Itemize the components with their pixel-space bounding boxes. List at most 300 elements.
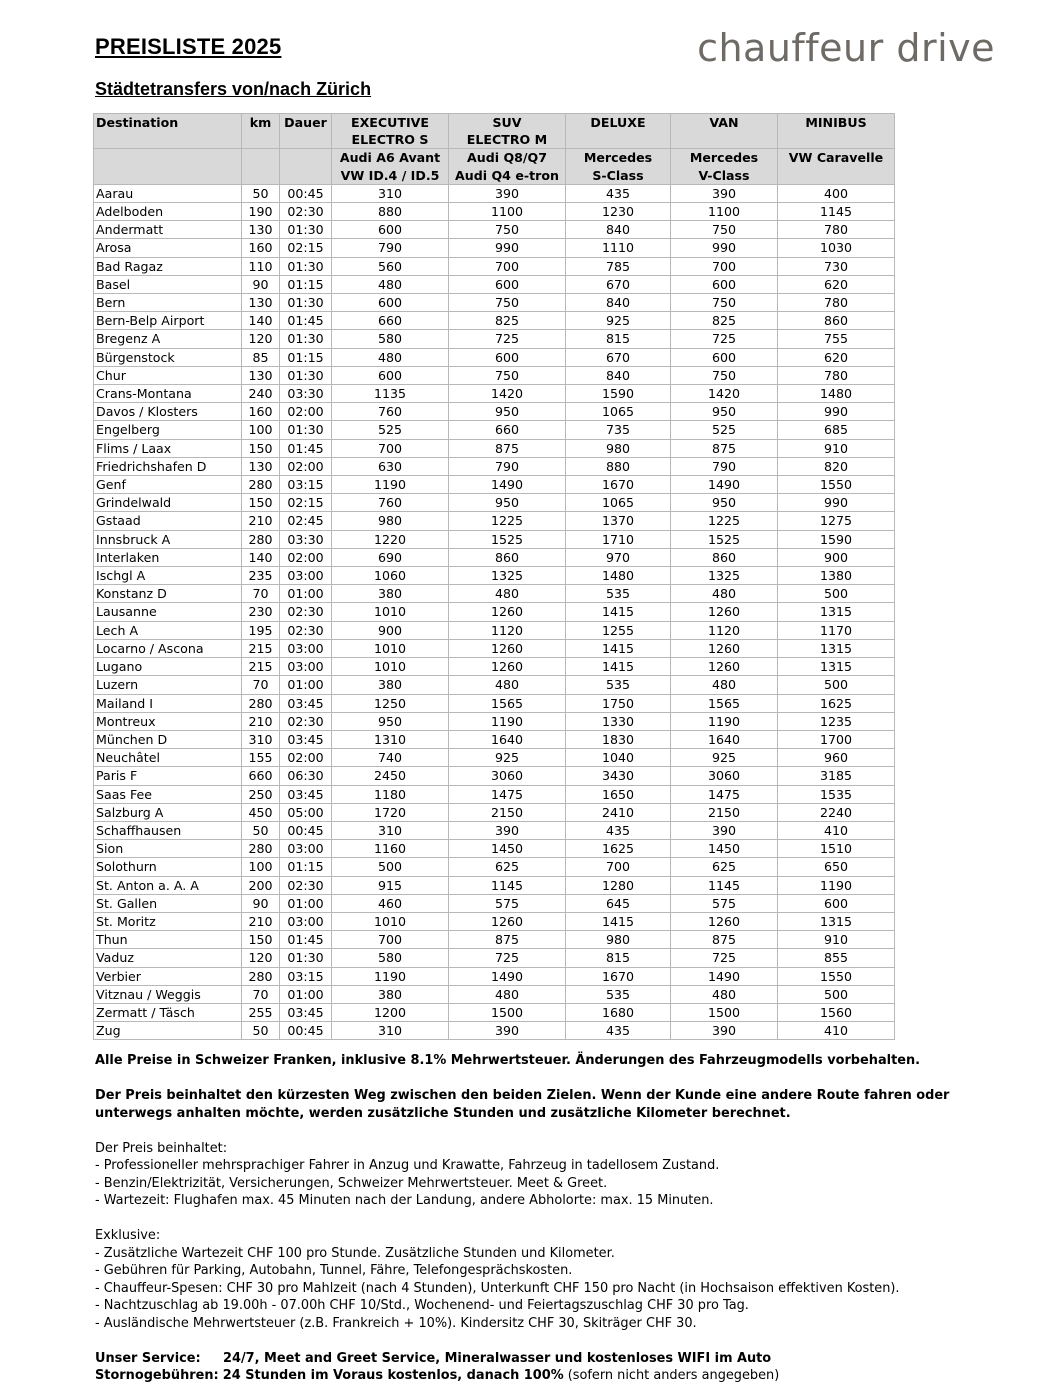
vehicle-executive-line1: Audi A6 Avant xyxy=(339,150,441,166)
excluded-item: - Ausländische Mehrwertsteuer (z.B. Frankreich + 10%). Kindersitz CHF 30, Skiträger CHF 30. xyxy=(95,1315,697,1331)
cell-duration: 03:30 xyxy=(280,530,332,548)
cell-km: 130 xyxy=(242,294,280,312)
cell-van-price: 1450 xyxy=(671,840,778,858)
vehicle-deluxe-line1: Mercedes xyxy=(583,150,653,166)
table-row xyxy=(94,639,895,657)
cell-minibus-price: 3185 xyxy=(778,767,895,785)
cell-destination: Chur xyxy=(94,366,242,384)
cell-van-price: 3060 xyxy=(671,767,778,785)
cell-destination: Luzern xyxy=(94,676,242,694)
cell-van-price: 750 xyxy=(671,221,778,239)
cell-minibus-price: 650 xyxy=(778,858,895,876)
cell-deluxe-price: 1710 xyxy=(566,530,671,548)
table-row xyxy=(94,803,895,821)
cell-suv-price: 480 xyxy=(449,676,566,694)
cell-van-price: 1260 xyxy=(671,912,778,930)
cell-suv-price: 990 xyxy=(449,239,566,257)
cell-duration: 03:15 xyxy=(280,967,332,985)
cell-suv-price: 1420 xyxy=(449,385,566,403)
cell-duration: 02:45 xyxy=(280,512,332,530)
header-suv-line1: SUV xyxy=(492,115,522,130)
cell-duration: 02:15 xyxy=(280,239,332,257)
cell-executive-price: 1220 xyxy=(332,530,449,548)
cell-km: 240 xyxy=(242,385,280,403)
vehicle-minibus: VW Caravelle xyxy=(778,149,895,184)
cell-executive-price: 460 xyxy=(332,894,449,912)
table-row xyxy=(94,457,895,475)
vehicle-deluxe-line2: S-Class xyxy=(592,167,644,183)
cell-minibus-price: 1315 xyxy=(778,912,895,930)
cell-suv-price: 1260 xyxy=(449,912,566,930)
route-note-line2: unterwegs anhalten möchte, werden zusätzliche Stunden und zusätzliche Kilometer berechnet. xyxy=(95,1105,791,1121)
table-row xyxy=(94,275,895,293)
cell-deluxe-price: 1415 xyxy=(566,639,671,657)
cell-km: 160 xyxy=(242,403,280,421)
cell-deluxe-price: 980 xyxy=(566,439,671,457)
cell-van-price: 790 xyxy=(671,457,778,475)
header-blank xyxy=(280,149,332,184)
cell-van-price: 860 xyxy=(671,548,778,566)
cell-destination: München D xyxy=(94,730,242,748)
cell-suv-price: 660 xyxy=(449,421,566,439)
table-row xyxy=(94,421,895,439)
cell-suv-price: 1490 xyxy=(449,476,566,494)
cell-duration: 00:45 xyxy=(280,821,332,839)
page-title: PREISLISTE 2025 xyxy=(95,34,282,59)
cell-minibus-price: 1190 xyxy=(778,876,895,894)
excluded-title: Exklusive: xyxy=(95,1228,161,1243)
cell-destination: Genf xyxy=(94,476,242,494)
cell-deluxe-price: 645 xyxy=(566,894,671,912)
cell-van-price: 1100 xyxy=(671,203,778,221)
cell-duration: 01:00 xyxy=(280,676,332,694)
cell-minibus-price: 990 xyxy=(778,403,895,421)
cell-van-price: 1260 xyxy=(671,603,778,621)
cell-duration: 03:00 xyxy=(280,658,332,676)
cell-destination: Schaffhausen xyxy=(94,821,242,839)
cell-suv-price: 750 xyxy=(449,366,566,384)
cancel-line xyxy=(95,1367,995,1385)
cell-deluxe-price: 2410 xyxy=(566,803,671,821)
cell-suv-price: 725 xyxy=(449,330,566,348)
vehicle-van xyxy=(671,149,778,184)
vehicle-executive-line2: VW ID.4 / ID.5 xyxy=(340,167,440,183)
cell-suv-price: 1260 xyxy=(449,603,566,621)
cell-deluxe-price: 1370 xyxy=(566,512,671,530)
cell-suv-price: 750 xyxy=(449,221,566,239)
header-suv-line2: ELECTRO M xyxy=(466,132,548,148)
cell-executive-price: 480 xyxy=(332,348,449,366)
cell-duration: 01:30 xyxy=(280,294,332,312)
cell-destination: Vitznau / Weggis xyxy=(94,985,242,1003)
header-executive-line1: EXECUTIVE xyxy=(350,115,429,130)
cell-km: 150 xyxy=(242,494,280,512)
cell-duration: 03:15 xyxy=(280,476,332,494)
cell-duration: 03:00 xyxy=(280,912,332,930)
cell-destination: Neuchâtel xyxy=(94,749,242,767)
cell-executive-price: 500 xyxy=(332,858,449,876)
table-row xyxy=(94,294,895,312)
cell-suv-price: 1500 xyxy=(449,1003,566,1021)
table-row xyxy=(94,476,895,494)
cell-deluxe-price: 535 xyxy=(566,676,671,694)
vehicle-van-line1: Mercedes xyxy=(689,150,759,166)
table-row xyxy=(94,366,895,384)
cell-destination: St. Gallen xyxy=(94,894,242,912)
cell-deluxe-price: 1650 xyxy=(566,785,671,803)
cell-executive-price: 700 xyxy=(332,439,449,457)
cell-km: 250 xyxy=(242,785,280,803)
cell-deluxe-price: 840 xyxy=(566,366,671,384)
cell-deluxe-price: 1415 xyxy=(566,658,671,676)
cell-destination: Friedrichshafen D xyxy=(94,457,242,475)
cell-minibus-price: 1315 xyxy=(778,603,895,621)
cell-km: 310 xyxy=(242,730,280,748)
cell-deluxe-price: 435 xyxy=(566,184,671,202)
cell-suv-price: 725 xyxy=(449,949,566,967)
cell-km: 120 xyxy=(242,330,280,348)
cell-duration: 01:15 xyxy=(280,858,332,876)
cell-destination: Lausanne xyxy=(94,603,242,621)
cell-destination: Zermatt / Täsch xyxy=(94,1003,242,1021)
table-row xyxy=(94,184,895,202)
cell-executive-price: 950 xyxy=(332,712,449,730)
cell-duration: 02:30 xyxy=(280,621,332,639)
cell-destination: Solothurn xyxy=(94,858,242,876)
table-row xyxy=(94,694,895,712)
price-table xyxy=(93,113,895,1040)
table-row xyxy=(94,348,895,366)
cell-suv-price: 1120 xyxy=(449,621,566,639)
cell-deluxe-price: 1625 xyxy=(566,840,671,858)
cell-destination: Bregenz A xyxy=(94,330,242,348)
cell-suv-price: 625 xyxy=(449,858,566,876)
cell-van-price: 1225 xyxy=(671,512,778,530)
cell-deluxe-price: 1830 xyxy=(566,730,671,748)
cell-km: 190 xyxy=(242,203,280,221)
cell-destination: Ischgl A xyxy=(94,567,242,585)
cell-executive-price: 1180 xyxy=(332,785,449,803)
cell-km: 120 xyxy=(242,949,280,967)
cell-km: 215 xyxy=(242,639,280,657)
cell-km: 100 xyxy=(242,421,280,439)
cell-deluxe-price: 815 xyxy=(566,949,671,967)
cell-van-price: 390 xyxy=(671,1022,778,1040)
cell-destination: Bern-Belp Airport xyxy=(94,312,242,330)
cell-km: 215 xyxy=(242,658,280,676)
cell-minibus-price: 500 xyxy=(778,585,895,603)
included-item: - Professioneller mehrsprachiger Fahrer in Anzug und Krawatte, Fahrzeug in tadellosem Zustand. xyxy=(95,1158,720,1173)
cell-executive-price: 700 xyxy=(332,931,449,949)
cell-deluxe-price: 1415 xyxy=(566,603,671,621)
table-row xyxy=(94,676,895,694)
cell-duration: 02:00 xyxy=(280,749,332,767)
cell-km: 50 xyxy=(242,184,280,202)
cell-executive-price: 1200 xyxy=(332,1003,449,1021)
vehicle-suv-line1: Audi Q8/Q7 xyxy=(467,150,547,166)
cell-km: 280 xyxy=(242,476,280,494)
cell-suv-price: 875 xyxy=(449,931,566,949)
cell-destination: Thun xyxy=(94,931,242,949)
cell-duration: 02:00 xyxy=(280,403,332,421)
table-row xyxy=(94,439,895,457)
cell-executive-price: 600 xyxy=(332,221,449,239)
cell-km: 210 xyxy=(242,912,280,930)
cell-minibus-price: 1560 xyxy=(778,1003,895,1021)
cell-suv-price: 1190 xyxy=(449,712,566,730)
table-row xyxy=(94,785,895,803)
table-row xyxy=(94,894,895,912)
header-suv xyxy=(449,114,566,149)
cell-destination: Vaduz xyxy=(94,949,242,967)
cell-km: 210 xyxy=(242,712,280,730)
cell-suv-price: 1260 xyxy=(449,639,566,657)
cell-duration: 03:00 xyxy=(280,567,332,585)
cell-deluxe-price: 535 xyxy=(566,585,671,603)
cell-executive-price: 2450 xyxy=(332,767,449,785)
cell-executive-price: 310 xyxy=(332,184,449,202)
cell-minibus-price: 1380 xyxy=(778,567,895,585)
cell-van-price: 1260 xyxy=(671,639,778,657)
table-row xyxy=(94,967,895,985)
header-blank xyxy=(242,149,280,184)
cell-suv-price: 1260 xyxy=(449,658,566,676)
cell-duration: 01:30 xyxy=(280,330,332,348)
cell-van-price: 1500 xyxy=(671,1003,778,1021)
included-item: - Benzin/Elektrizität, Versicherungen, Schweizer Mehrwertsteuer. Meet & Greet. xyxy=(95,1175,608,1191)
cell-executive-price: 740 xyxy=(332,749,449,767)
cell-executive-price: 580 xyxy=(332,330,449,348)
cell-minibus-price: 900 xyxy=(778,548,895,566)
cell-minibus-price: 400 xyxy=(778,184,895,202)
table-row xyxy=(94,876,895,894)
cell-minibus-price: 1275 xyxy=(778,512,895,530)
cell-suv-price: 480 xyxy=(449,585,566,603)
cell-minibus-price: 780 xyxy=(778,366,895,384)
cell-duration: 00:45 xyxy=(280,184,332,202)
cell-executive-price: 310 xyxy=(332,1022,449,1040)
price-table-body xyxy=(94,184,895,1040)
cell-minibus-price: 500 xyxy=(778,985,895,1003)
cell-destination: Interlaken xyxy=(94,548,242,566)
excluded-item: - Zusätzliche Wartezeit CHF 100 pro Stunde. Zusätzliche Stunden und Kilometer. xyxy=(95,1245,615,1261)
cell-minibus-price: 910 xyxy=(778,931,895,949)
cell-km: 155 xyxy=(242,749,280,767)
cell-minibus-price: 2240 xyxy=(778,803,895,821)
cell-duration: 01:45 xyxy=(280,312,332,330)
cell-duration: 01:30 xyxy=(280,421,332,439)
cell-suv-price: 1225 xyxy=(449,512,566,530)
included-title: Der Preis beinhaltet: xyxy=(95,1140,228,1156)
table-row xyxy=(94,858,895,876)
cell-destination: Bern xyxy=(94,294,242,312)
cell-deluxe-price: 1670 xyxy=(566,476,671,494)
cell-executive-price: 525 xyxy=(332,421,449,439)
cell-minibus-price: 1550 xyxy=(778,967,895,985)
cell-executive-price: 560 xyxy=(332,257,449,275)
cell-deluxe-price: 840 xyxy=(566,221,671,239)
cell-destination: Montreux xyxy=(94,712,242,730)
cell-executive-price: 600 xyxy=(332,366,449,384)
cell-deluxe-price: 925 xyxy=(566,312,671,330)
cell-destination: Saas Fee xyxy=(94,785,242,803)
notes-section xyxy=(95,1052,995,1385)
cell-van-price: 950 xyxy=(671,403,778,421)
cell-executive-price: 900 xyxy=(332,621,449,639)
cell-suv-price: 1565 xyxy=(449,694,566,712)
cell-suv-price: 1325 xyxy=(449,567,566,585)
cell-duration: 02:15 xyxy=(280,494,332,512)
cell-van-price: 1260 xyxy=(671,658,778,676)
cell-destination: Sion xyxy=(94,840,242,858)
cell-suv-price: 2150 xyxy=(449,803,566,821)
cell-minibus-price: 910 xyxy=(778,439,895,457)
cell-km: 450 xyxy=(242,803,280,821)
cell-van-price: 750 xyxy=(671,294,778,312)
cell-deluxe-price: 1680 xyxy=(566,1003,671,1021)
cell-km: 280 xyxy=(242,840,280,858)
table-row xyxy=(94,912,895,930)
cell-destination: Arosa xyxy=(94,239,242,257)
cell-suv-price: 1640 xyxy=(449,730,566,748)
cell-deluxe-price: 880 xyxy=(566,457,671,475)
cell-executive-price: 880 xyxy=(332,203,449,221)
cell-executive-price: 1010 xyxy=(332,603,449,621)
cell-van-price: 600 xyxy=(671,275,778,293)
cell-executive-price: 580 xyxy=(332,949,449,967)
cell-duration: 00:45 xyxy=(280,1022,332,1040)
cell-destination: Engelberg xyxy=(94,421,242,439)
cell-executive-price: 380 xyxy=(332,985,449,1003)
cell-minibus-price: 1550 xyxy=(778,476,895,494)
header-executive-line2: ELECTRO S xyxy=(351,132,429,148)
cell-deluxe-price: 1230 xyxy=(566,203,671,221)
cell-deluxe-price: 1065 xyxy=(566,494,671,512)
cell-km: 70 xyxy=(242,676,280,694)
cell-km: 195 xyxy=(242,621,280,639)
cell-executive-price: 630 xyxy=(332,457,449,475)
cell-van-price: 625 xyxy=(671,858,778,876)
cell-duration: 01:45 xyxy=(280,931,332,949)
cell-duration: 01:30 xyxy=(280,257,332,275)
cell-deluxe-price: 435 xyxy=(566,1022,671,1040)
cell-km: 150 xyxy=(242,931,280,949)
header-destination: Destination xyxy=(94,114,242,149)
cell-deluxe-price: 700 xyxy=(566,858,671,876)
cell-duration: 02:00 xyxy=(280,457,332,475)
cell-suv-price: 825 xyxy=(449,312,566,330)
cell-km: 230 xyxy=(242,603,280,621)
cell-destination: Zug xyxy=(94,1022,242,1040)
cell-executive-price: 1160 xyxy=(332,840,449,858)
cell-van-price: 1420 xyxy=(671,385,778,403)
cell-van-price: 390 xyxy=(671,821,778,839)
cell-van-price: 1565 xyxy=(671,694,778,712)
cell-suv-price: 390 xyxy=(449,1022,566,1040)
cell-van-price: 600 xyxy=(671,348,778,366)
table-row xyxy=(94,1022,895,1040)
cell-van-price: 480 xyxy=(671,676,778,694)
cell-duration: 03:30 xyxy=(280,385,332,403)
cell-executive-price: 915 xyxy=(332,876,449,894)
cell-minibus-price: 1480 xyxy=(778,385,895,403)
cell-destination: Lech A xyxy=(94,621,242,639)
excluded-item: - Nachtzuschlag ab 19.00h - 07.00h CHF 10/Std., Wochenend- und Feiertagszuschlag CHF 30 pro Tag. xyxy=(95,1298,749,1313)
cell-duration: 05:00 xyxy=(280,803,332,821)
cell-minibus-price: 1535 xyxy=(778,785,895,803)
cell-executive-price: 310 xyxy=(332,821,449,839)
cell-minibus-price: 500 xyxy=(778,676,895,694)
table-row xyxy=(94,385,895,403)
currency-note: Alle Preise in Schweizer Franken, inklusive 8.1% Mehrwertsteuer. Änderungen des Fahrzeugmodells vorbehalten. xyxy=(95,1053,921,1068)
table-row xyxy=(94,931,895,949)
cell-duration: 03:45 xyxy=(280,1003,332,1021)
header-km: km xyxy=(242,114,280,149)
cell-deluxe-price: 1330 xyxy=(566,712,671,730)
cell-km: 50 xyxy=(242,1022,280,1040)
cell-destination: Bürgenstock xyxy=(94,348,242,366)
cell-km: 85 xyxy=(242,348,280,366)
cell-executive-price: 1190 xyxy=(332,967,449,985)
cell-executive-price: 1310 xyxy=(332,730,449,748)
cell-duration: 01:00 xyxy=(280,585,332,603)
cell-executive-price: 790 xyxy=(332,239,449,257)
cell-minibus-price: 1315 xyxy=(778,639,895,657)
service-text: 24/7, Meet and Greet Service, Mineralwasser und kostenloses WIFI im Auto xyxy=(223,1350,772,1366)
cell-duration: 01:30 xyxy=(280,949,332,967)
cell-van-price: 925 xyxy=(671,749,778,767)
cell-minibus-price: 600 xyxy=(778,894,895,912)
cell-minibus-price: 1590 xyxy=(778,530,895,548)
cell-duration: 06:30 xyxy=(280,767,332,785)
table-row xyxy=(94,621,895,639)
cell-km: 210 xyxy=(242,512,280,530)
cell-van-price: 1490 xyxy=(671,476,778,494)
header-deluxe: DELUXE xyxy=(566,114,671,149)
cell-van-price: 875 xyxy=(671,931,778,949)
brand-logo: chauffeur drive xyxy=(697,26,995,70)
table-row xyxy=(94,949,895,967)
cell-executive-price: 690 xyxy=(332,548,449,566)
cell-duration: 02:30 xyxy=(280,203,332,221)
cell-destination: Locarno / Ascona xyxy=(94,639,242,657)
cell-executive-price: 1250 xyxy=(332,694,449,712)
cell-minibus-price: 990 xyxy=(778,494,895,512)
cell-destination: Bad Ragaz xyxy=(94,257,242,275)
cell-deluxe-price: 1110 xyxy=(566,239,671,257)
route-note-line1: Der Preis beinhaltet den kürzesten Weg zwischen den beiden Zielen. Wenn der Kunde eine andere Route fahren oder xyxy=(95,1088,950,1103)
cell-suv-price: 1475 xyxy=(449,785,566,803)
cell-minibus-price: 960 xyxy=(778,749,895,767)
cell-km: 70 xyxy=(242,585,280,603)
cell-suv-price: 1450 xyxy=(449,840,566,858)
cell-destination: Gstaad xyxy=(94,512,242,530)
cell-van-price: 875 xyxy=(671,439,778,457)
cell-van-price: 1120 xyxy=(671,621,778,639)
included-item: - Wartezeit: Flughafen max. 45 Minuten nach der Landung, andere Abholorte: max. 15 Minuten. xyxy=(95,1193,714,1208)
cell-deluxe-price: 785 xyxy=(566,257,671,275)
cell-deluxe-price: 1065 xyxy=(566,403,671,421)
table-row xyxy=(94,403,895,421)
cell-minibus-price: 1700 xyxy=(778,730,895,748)
cell-minibus-price: 1030 xyxy=(778,239,895,257)
cell-van-price: 1490 xyxy=(671,967,778,985)
cell-destination: Basel xyxy=(94,275,242,293)
cell-km: 90 xyxy=(242,275,280,293)
cell-suv-price: 3060 xyxy=(449,767,566,785)
cell-destination: Mailand I xyxy=(94,694,242,712)
cell-deluxe-price: 1750 xyxy=(566,694,671,712)
